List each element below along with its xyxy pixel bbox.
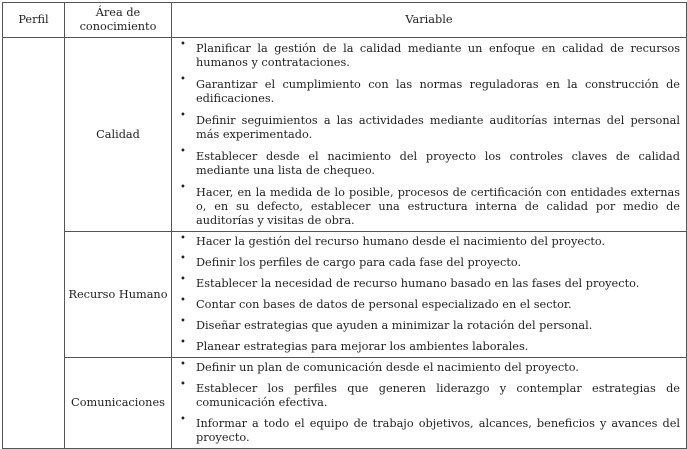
list-item: • Establecer desde el nacimiento del proyecto los controles claves de calidad mediante una lista de chequeo. — [172, 145, 686, 181]
list-item: • Contar con bases de datos de personal especializado en el sector. — [172, 294, 686, 315]
list-item: • Diseñar estrategias que ayuden a minimizar la rotación del personal. — [172, 315, 686, 336]
header-area-label: Área de conocimiento — [79, 6, 157, 33]
row-calidad — [3, 38, 687, 232]
header-row — [3, 3, 687, 38]
header-perfil: Perfil — [3, 3, 65, 38]
variables-calidad — [172, 38, 687, 232]
area-comunicaciones: Comunicaciones — [65, 358, 172, 449]
list-item: • Establecer los perfiles que generen liderazgo y contemplar estrategias de comunicación efectiva. — [172, 378, 686, 413]
variables-comunicaciones — [172, 358, 687, 449]
list-item: • Garantizar el cumplimiento con las normas reguladoras en la construcción de edificaciones. — [172, 73, 686, 109]
list-item: • Informar a todo el equipo de trabajo objetivos, alcances, beneficios y avances del proyecto. — [172, 413, 686, 448]
area-recurso-humano: Recurso Humano — [65, 232, 172, 358]
area-calidad: Calidad — [65, 38, 172, 232]
variables-recurso-humano — [172, 232, 687, 358]
header-variable: Variable — [172, 3, 687, 38]
list-item: • Planear estrategias para mejorar los ambientes laborales. — [172, 336, 686, 357]
list-item: • Definir un plan de comunicación desde el nacimiento del proyecto. — [172, 358, 686, 378]
list-item: • Hacer la gestión del recurso humano desde el nacimiento del proyecto. — [172, 232, 686, 252]
list-item: • Definir los perfiles de cargo para cada fase del proyecto. — [172, 252, 686, 273]
knowledge-area-table — [2, 2, 687, 449]
header-area — [65, 3, 172, 38]
row-comunicaciones — [3, 358, 687, 449]
list-item: • Establecer la necesidad de recurso humano basado en las fases del proyecto. — [172, 273, 686, 294]
list-item: • Hacer, en la medida de lo posible, procesos de certificación con entidades externas o, en su defecto, establecer una estructura interna de calidad por medio de auditorías y visitas de obra. — [172, 181, 686, 231]
perfil-cell — [3, 38, 65, 449]
list-item: • Definir seguimientos a las actividades mediante auditorías internas del personal más experimentado. — [172, 109, 686, 145]
row-recurso-humano — [3, 232, 687, 358]
list-item: • Planificar la gestión de la calidad mediante un enfoque en calidad de recursos humanos y contrataciones. — [172, 38, 686, 73]
